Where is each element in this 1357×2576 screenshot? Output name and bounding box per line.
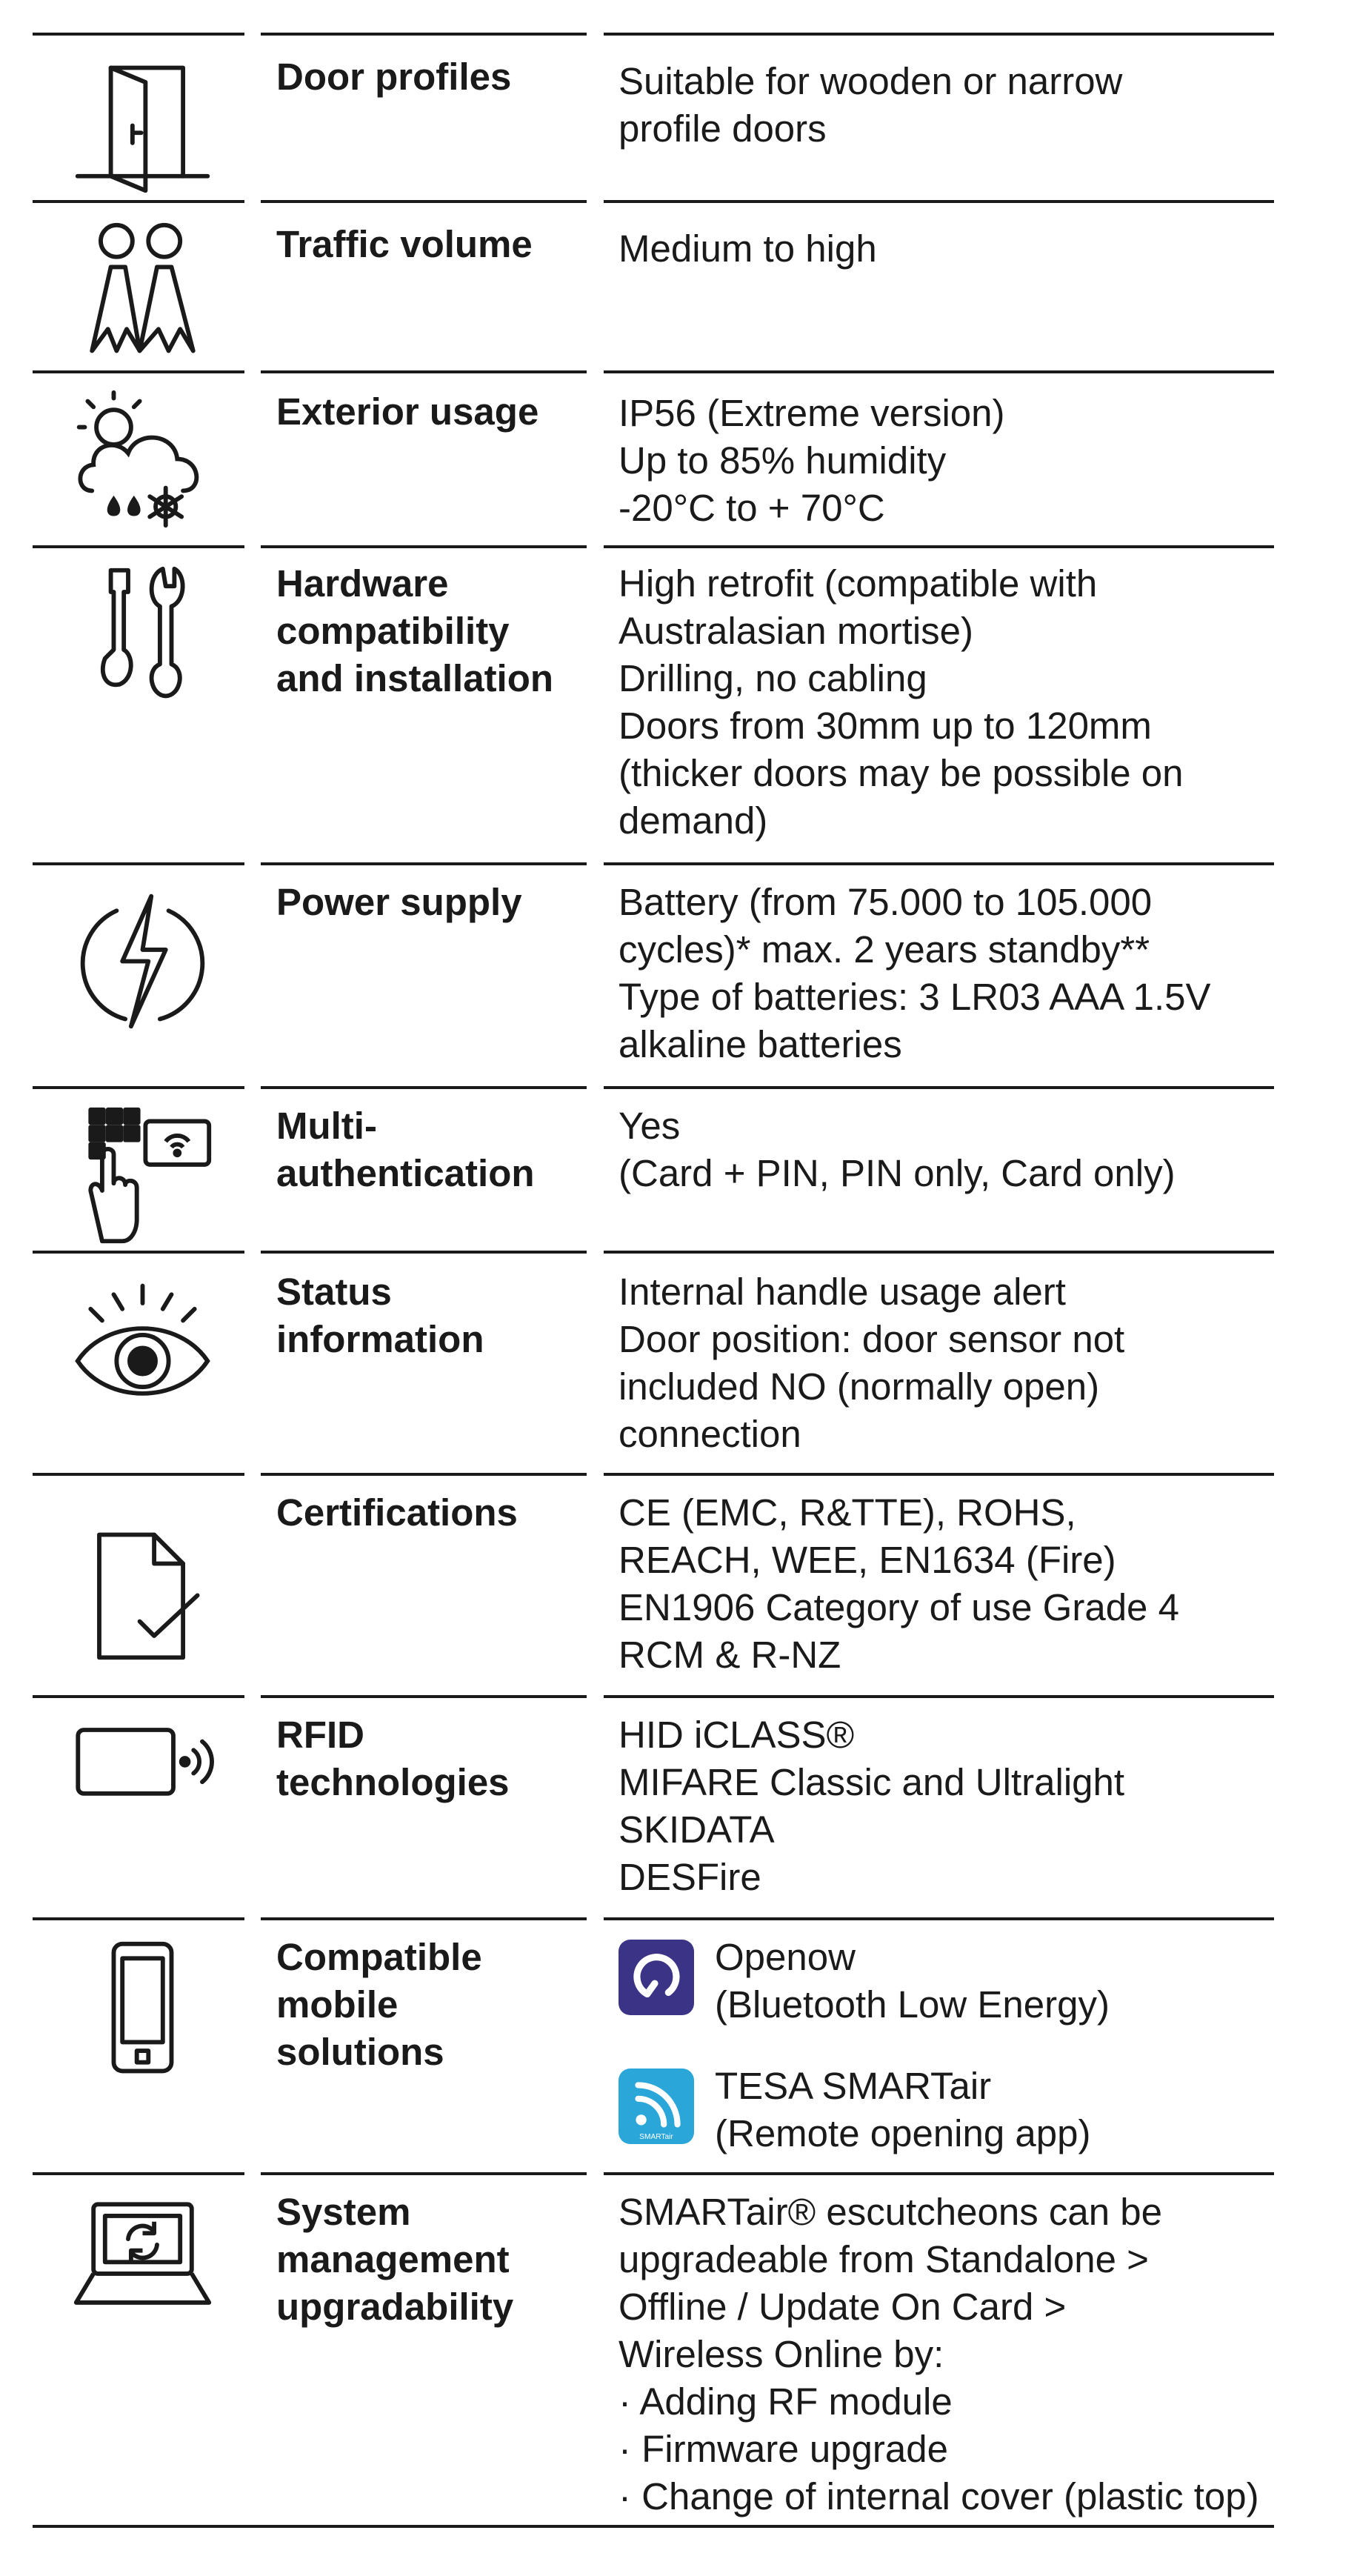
spec-value: HID iCLASS® MIFARE Classic and Ultralight SKIDATA DESFire bbox=[619, 1714, 1125, 1898]
spec-row-traffic-volume bbox=[0, 200, 1357, 370]
row-divider bbox=[261, 1695, 587, 1698]
row-divider bbox=[261, 1473, 587, 1476]
spec-label: Exterior usage bbox=[276, 390, 539, 433]
spec-value: Yes (Card + PIN, PIN only, Card only) bbox=[619, 1105, 1176, 1194]
spec-label: Door profiles bbox=[276, 56, 512, 98]
row-divider bbox=[33, 370, 244, 373]
spec-label: Power supply bbox=[276, 881, 522, 923]
spec-value: CE (EMC, R&TTE), ROHS, REACH, WEE, EN1634 (Fire) EN1906 Category of use Grade 4 RCM & R-NZ bbox=[619, 1491, 1179, 1676]
tools-icon bbox=[70, 563, 215, 708]
row-divider bbox=[33, 33, 244, 36]
row-divider bbox=[33, 1695, 244, 1698]
keypad-card-icon bbox=[70, 1104, 215, 1248]
row-divider bbox=[604, 1473, 1274, 1476]
row-divider bbox=[33, 545, 244, 548]
openow-app-icon bbox=[619, 1940, 694, 2015]
row-divider bbox=[604, 862, 1274, 865]
row-divider bbox=[33, 1086, 244, 1089]
door-icon bbox=[70, 53, 215, 198]
spec-value: Internal handle usage alert Door position: door sensor not included NO (normally open) connection bbox=[619, 1271, 1125, 1455]
spec-label: Traffic volume bbox=[276, 223, 533, 265]
certificate-icon bbox=[70, 1520, 215, 1665]
row-divider bbox=[33, 1251, 244, 1254]
row-divider bbox=[604, 1086, 1274, 1089]
people-icon bbox=[70, 221, 215, 365]
spec-label: Status information bbox=[276, 1271, 484, 1360]
row-divider bbox=[261, 862, 587, 865]
row-divider bbox=[261, 200, 587, 203]
laptop-sync-icon bbox=[70, 2184, 215, 2329]
row-divider bbox=[604, 200, 1274, 203]
row-divider bbox=[261, 1251, 587, 1254]
row-divider bbox=[604, 1695, 1274, 1698]
spec-row-power-supply bbox=[0, 862, 1357, 1086]
spec-row-hardware bbox=[0, 545, 1357, 862]
spec-row-certifications bbox=[0, 1473, 1357, 1695]
spec-row-door-profiles bbox=[0, 33, 1357, 200]
spec-value: High retrofit (compatible with Australasian mortise) Drilling, no cabling Doors from 30mm up to 120mm (thicker doors may be possible on demand) bbox=[619, 562, 1184, 842]
row-divider bbox=[261, 33, 587, 36]
row-divider bbox=[604, 370, 1274, 373]
row-divider bbox=[261, 2172, 587, 2175]
row-divider bbox=[261, 1086, 587, 1089]
weather-icon bbox=[70, 387, 215, 531]
row-divider bbox=[604, 33, 1274, 36]
eye-icon bbox=[70, 1274, 215, 1419]
row-divider bbox=[33, 1473, 244, 1476]
row-divider bbox=[33, 862, 244, 865]
app-text: TESA SMARTair (Remote opening app) bbox=[715, 2065, 1091, 2154]
smartphone-icon bbox=[70, 1938, 215, 2083]
table-bottom-border bbox=[33, 2525, 1274, 2528]
spec-value: Battery (from 75.000 to 105.000 cycles)* max. 2 years standby** Type of batteries: 3 LR03 AAA 1.5V alkaline batteries bbox=[619, 881, 1211, 1065]
spec-value: Medium to high bbox=[619, 227, 877, 270]
spec-label: Multi- authentication bbox=[276, 1105, 535, 1194]
spec-row-status-information bbox=[0, 1251, 1357, 1473]
row-divider bbox=[604, 1251, 1274, 1254]
spec-label: RFID technologies bbox=[276, 1714, 510, 1803]
spec-row-rfid-technologies bbox=[0, 1695, 1357, 1917]
spec-row-system-management bbox=[0, 2172, 1357, 2528]
row-divider bbox=[604, 2172, 1274, 2175]
smartair-icon-text: SMARTair bbox=[639, 2132, 673, 2141]
power-icon bbox=[70, 889, 215, 1034]
smartair-app-icon bbox=[619, 2069, 694, 2144]
spec-value: Suitable for wooden or narrow profile doors bbox=[619, 60, 1123, 150]
row-divider bbox=[33, 200, 244, 203]
spec-label: Hardware compatibility and installation bbox=[276, 562, 554, 699]
spec-label: System management upgradability bbox=[276, 2191, 514, 2328]
row-divider bbox=[261, 545, 587, 548]
row-divider bbox=[261, 370, 587, 373]
spec-row-multi-authentication bbox=[0, 1086, 1357, 1251]
spec-label: Compatible mobile solutions bbox=[276, 1936, 482, 2073]
row-divider bbox=[261, 1917, 587, 1920]
rfid-card-icon bbox=[70, 1701, 219, 1846]
spec-row-compatible-mobile-solutions bbox=[0, 1917, 1357, 2172]
spec-row-exterior-usage bbox=[0, 370, 1357, 545]
row-divider bbox=[33, 2172, 244, 2175]
spec-value: SMARTair® escutcheons can be upgradeable from Standalone > Offline / Update On Card > Wireless Online by: · Adding RF module · Firmware upgrade · Change of internal cover (plastic top) bbox=[619, 2191, 1259, 2517]
row-divider bbox=[604, 1917, 1274, 1920]
spec-label: Certifications bbox=[276, 1491, 518, 1534]
app-text: Openow (Bluetooth Low Energy) bbox=[715, 1936, 1110, 2026]
row-divider bbox=[604, 545, 1274, 548]
row-divider bbox=[33, 1917, 244, 1920]
spec-value: IP56 (Extreme version) Up to 85% humidity -20°C to + 70°C bbox=[619, 392, 1005, 529]
